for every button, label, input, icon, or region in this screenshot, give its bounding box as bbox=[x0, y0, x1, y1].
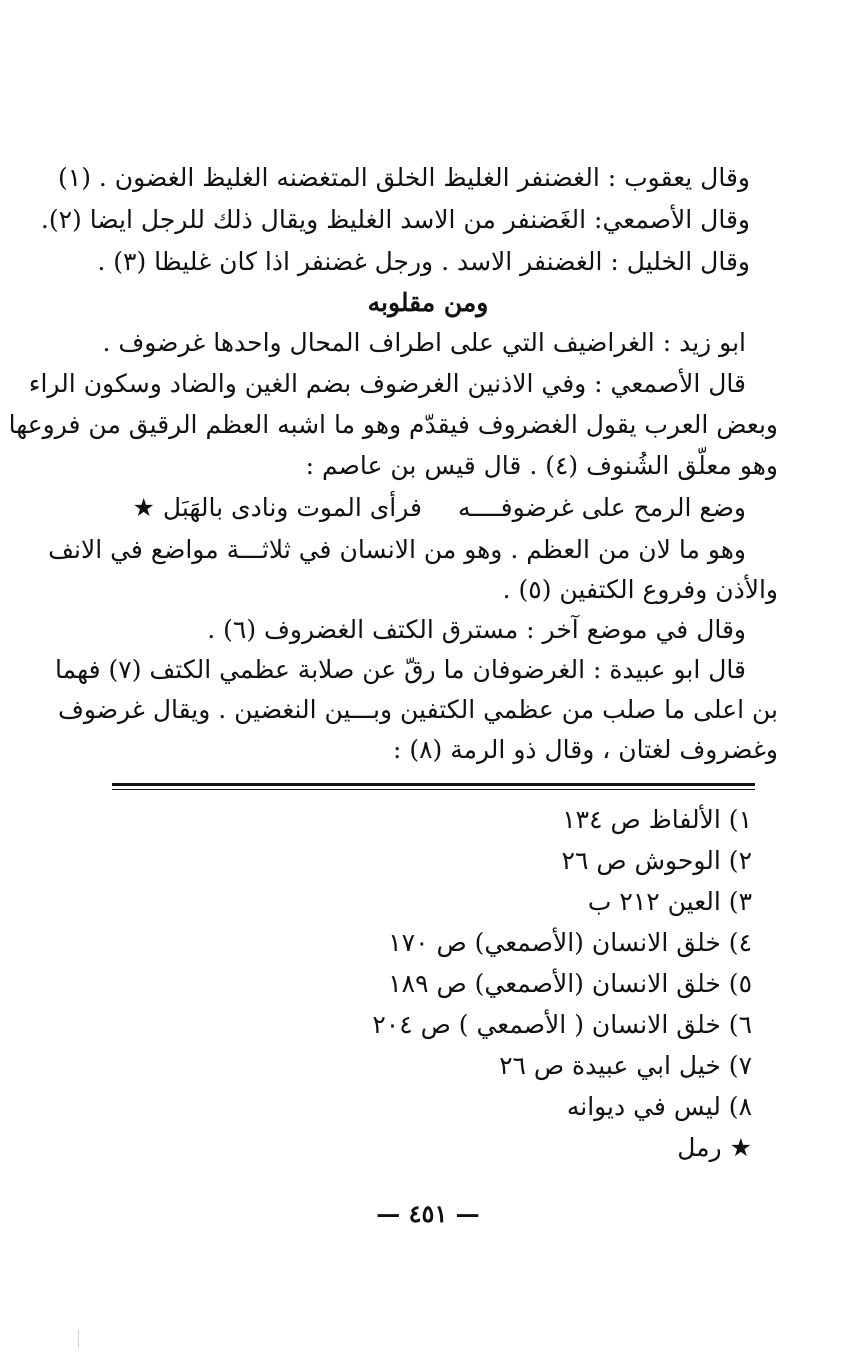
verse-second-hemistich: فرأى الموت ونادى بالهَبَل ★ bbox=[132, 493, 422, 522]
verse-first-hemistich: وضع الرمح على غرضوفــــه bbox=[457, 493, 746, 522]
body-line-4: ابو زيد : الغراضيف التي على اطراف المحال واحدها غرضوف . bbox=[102, 328, 746, 357]
footnote-4: ٤) خلق الانسان (الأصمعي) ص ١٧٠ bbox=[388, 928, 752, 957]
body-line-2: وقال الأصمعي: الغَضنفر من الاسد الغليظ ويقال ذلك للرجل ايضا (٢). bbox=[40, 205, 750, 234]
body-line-13: وغضروف لغتان ، وقال ذو الرمة (٨) : bbox=[392, 735, 778, 764]
scan-margin-mark bbox=[78, 1330, 79, 1348]
body-line-6: وبعض العرب يقول الغضروف فيقدّم وهو ما اشبه العظم الرقيق من فروعها bbox=[8, 410, 778, 439]
body-line-12: بن اعلى ما صلب من عظمي الكتفين وبـــين النغضين . ويقال غرضوف bbox=[57, 695, 778, 724]
section-heading: ومن مقلوبه bbox=[367, 288, 489, 317]
body-line-5: قال الأصمعي : وفي الاذنين الغرضوف بضم الغين والضاد وسكون الراء bbox=[28, 369, 746, 398]
body-line-3: وقال الخليل : الغضنفر الاسد . ورجل غضنفر اذا كان غليظا (٣) . bbox=[97, 247, 750, 276]
footnote-rule-thin bbox=[112, 789, 755, 790]
footnote-6: ٦) خلق الانسان ( الأصمعي ) ص ٢٠٤ bbox=[372, 1010, 752, 1039]
footnote-rule bbox=[112, 783, 755, 786]
body-line-9: والأذن وفروع الكتفين (٥) . bbox=[502, 575, 778, 604]
footnote-1: ١) الألفاظ ص ١٣٤ bbox=[562, 805, 752, 834]
footnote-8: ٨) ليس في ديوانه bbox=[566, 1092, 752, 1121]
body-line-8: وهو ما لان من العظم . وهو من الانسان في ثلاثـــة مواضع في الانف bbox=[48, 535, 746, 564]
body-line-10: وقال في موضع آخر : مسترق الكتف الغضروف (٦) . bbox=[207, 615, 746, 644]
footnote-2: ٢) الوحوش ص ٢٦ bbox=[561, 846, 752, 875]
footnote-5: ٥) خلق الانسان (الأصمعي) ص ١٨٩ bbox=[388, 969, 752, 998]
footnote-3: ٣) العين ٢١٢ ب bbox=[587, 887, 752, 916]
body-line-1: وقال يعقوب : الغضنفر الغليظ الخلق المتغضنه الغليظ الغضون . (١) bbox=[57, 163, 750, 192]
page-number: — ٤٥١ — bbox=[376, 1199, 480, 1228]
body-line-11: قال ابو عبيدة : الغرضوفان ما رقّ عن صلابة عظمي الكتف (٧) فهما bbox=[55, 655, 746, 684]
footnote-7: ٧) خيل ابي عبيدة ص ٢٦ bbox=[499, 1051, 752, 1080]
body-line-7: وهو معلّق الشُنوف (٤) . قال قيس بن عاصم : bbox=[305, 451, 778, 480]
footnote-meter: ★ رمل bbox=[677, 1133, 752, 1162]
